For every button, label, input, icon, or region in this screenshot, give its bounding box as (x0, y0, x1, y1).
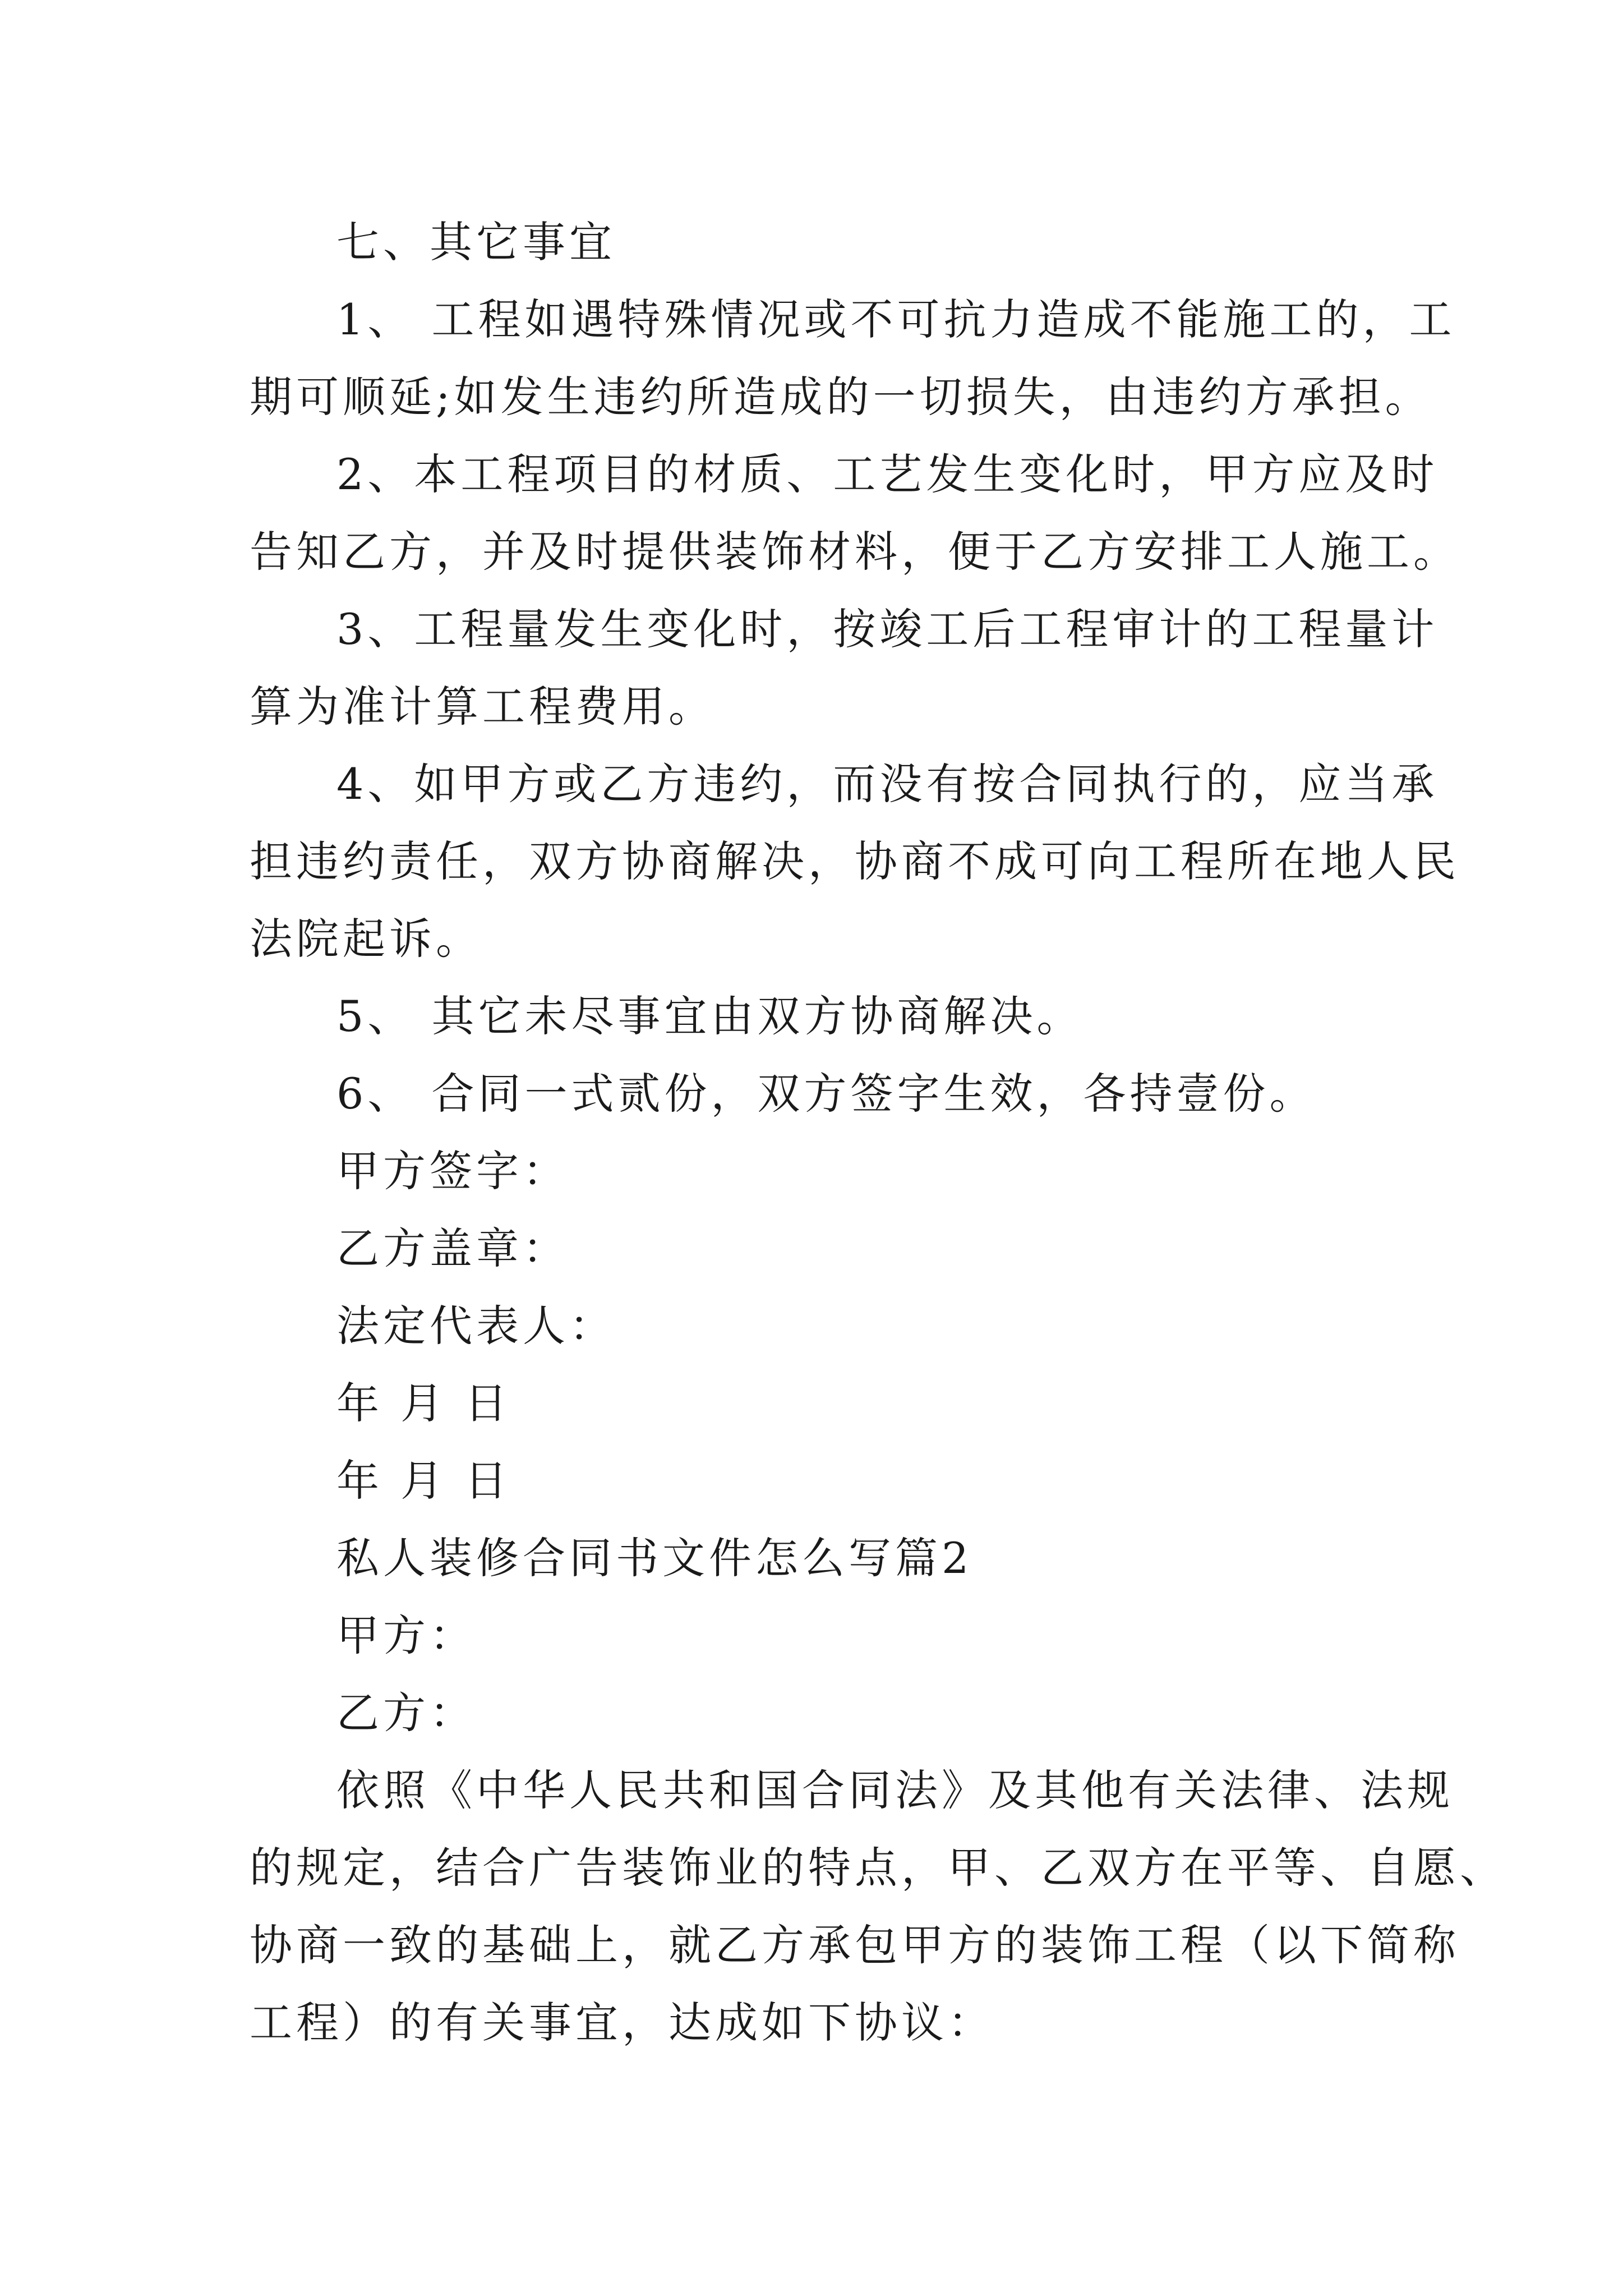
clause-5: 5、 其它未尽事宜由双方协商解决。 (336, 991, 1083, 1041)
clause-2-line-2: 告知乙方，并及时提供装饰材料，便于乙方安排工人施工。 (250, 527, 1460, 577)
clause-1-line-1: 1、 工程如遇特殊情况或不可抗力造成不能施工的，工 (336, 295, 1456, 344)
preamble-line-4: 工程）的有关事宜，达成如下协议： (250, 1998, 994, 2047)
article-2-title: 私人装修合同书文件怎么写篇2 (336, 1533, 973, 1583)
clause-4-line-2: 担违约责任，双方协商解决，协商不成可向工程所在地人民 (250, 836, 1460, 886)
clause-4-line-3: 法院起诉。 (250, 914, 482, 964)
clause-1-line-2: 期可顺延;如发生违约所造成的一切损失，由违约方承担。 (250, 372, 1432, 422)
clause-6: 6、 合同一式贰份，双方签字生效，各持壹份。 (336, 1069, 1316, 1119)
date-line-1: 年 月 日 (336, 1378, 511, 1428)
clause-3-line-1: 3、工程量发生变化时，按竣工后工程审计的工程量计 (336, 604, 1438, 654)
clause-3-line-2: 算为准计算工程费用。 (250, 682, 715, 731)
date-line-2: 年 月 日 (336, 1456, 511, 1506)
clause-4-line-1: 4、如甲方或乙方违约，而没有按合同执行的，应当承 (336, 759, 1438, 809)
preamble-line-1: 依照《中华人民共和国合同法》及其他有关法律、法规 (336, 1765, 1454, 1815)
party-b-seal-label: 乙方盖章： (336, 1223, 569, 1273)
party-b-label: 乙方： (336, 1688, 476, 1738)
legal-representative-label: 法定代表人： (336, 1301, 616, 1351)
preamble-line-3: 协商一致的基础上，就乙方承包甲方的装饰工程（以下简称 (250, 1920, 1460, 1970)
preamble-line-2: 的规定，结合广告装饰业的特点，甲、乙双方在平等、自愿、 (250, 1843, 1506, 1893)
party-a-signature-label: 甲方签字： (336, 1146, 569, 1196)
party-a-label: 甲方： (336, 1611, 476, 1660)
clause-2-line-1: 2、本工程项目的材质、工艺发生变化时，甲方应及时 (336, 449, 1438, 499)
section-heading: 七、其它事宜 (336, 217, 616, 267)
